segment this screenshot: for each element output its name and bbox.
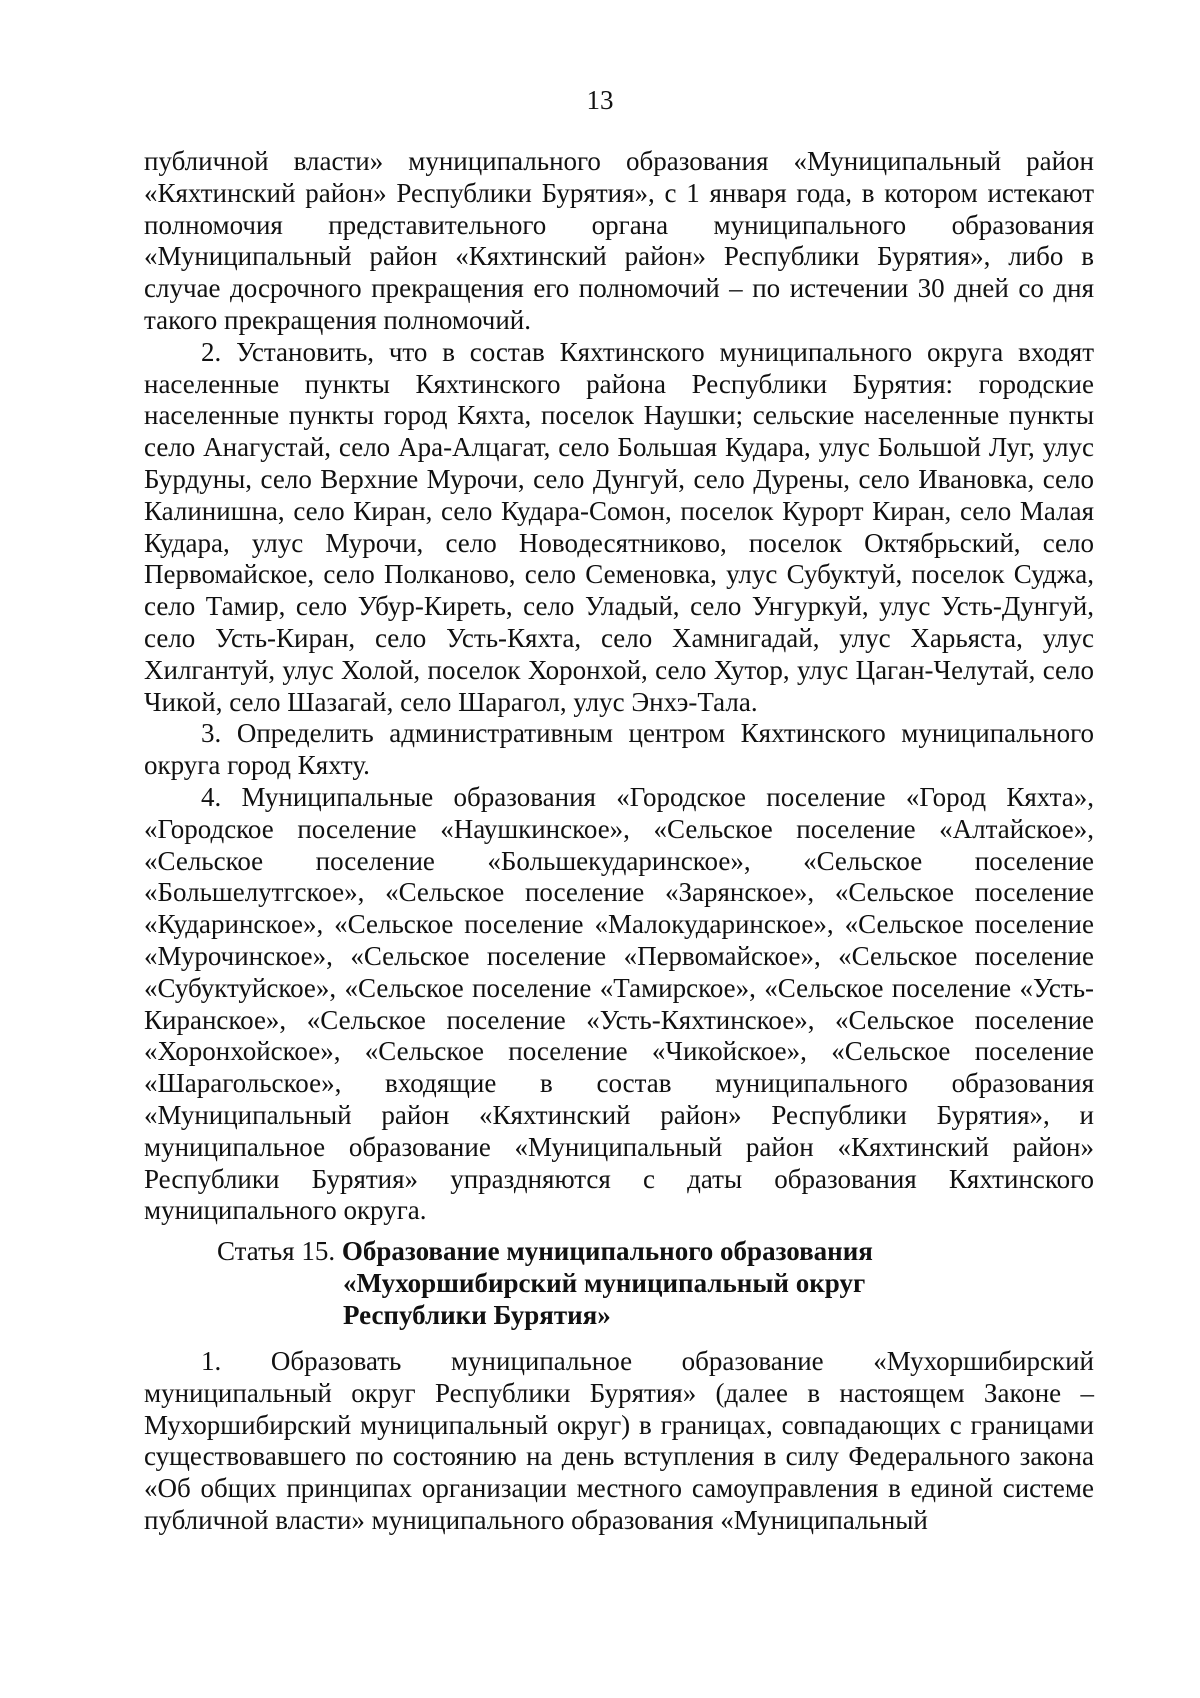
paragraph-item-3: 3. Определить административным центром Кяхтинского муниципального округа город Кяхту. bbox=[144, 718, 1094, 781]
paragraph-item-4: 4. Муниципальные образования «Городское поселение «Город Кяхта», «Городское поселение «Наушкинское», «Сельское поселение «Алтайское», «Сельское поселение «Большекударинское», «Сельское поселение «Большелутгское», «Сельское поселение «Зарянское», «Сельское поселение «Кударинское», «Сельское поселение «Малокударинское», «Сельское поселение «Мурочинское», «Сельское поселение «Первомайское», «Сельское поселение «Субуктуйское», «Сельское поселение «Тамирское», «Сельское поселение «Усть-Киранское», «Сельское поселение «Усть-Кяхтинское», «Сельское поселение «Хоронхойское», «Сельское поселение «Чикойское», «Сельское поселение «Шарагольское», входящие в состав муниципального образования «Муниципальный район «Кяхтинский район» Республики Бурятия», и муниципальное образование «Муниципальный район «Кяхтинский район» Республики Бурятия» упраздняются с даты образования Кяхтинского муниципального округа. bbox=[144, 781, 1094, 1226]
article-14-continuation bbox=[144, 146, 1094, 1227]
paragraph-item-1: 1. Образовать муниципальное образование «Мухоршибирский муниципальный округ Республики Бурятия» (далее в настоящем Законе – Мухоршибирский муниципальный округ) в границах, совпадающих с границами существовавшего по состоянию на день вступления в силу Федерального закона «Об общих принципах организации местного самоуправления в единой системе публичной власти» муниципального образования «Муниципальный bbox=[144, 1346, 1094, 1535]
article-title-line-2: «Мухоршибирский муниципальный округ bbox=[343, 1267, 866, 1298]
article-number: Статья 15. bbox=[217, 1236, 342, 1266]
paragraph-item-2: 2. Установить, что в состав Кяхтинского муниципального округа входят населенные пункты Кяхтинского района Республики Бурятия: городские населенные пункты город Кяхта, поселок Наушки; сельские населенные пункты село Анагустай, село Ара-Алцагат, село Большая Кудара, улус Большой Луг, улус Бурдуны, село Верхние Мурочи, село Дунгуй, село Дурены, село Ивановка, село Калинишна, село Киран, село Кудара-Сомон, поселок Курорт Киран, село Малая Кудара, улус Мурочи, село Новодесятниково, поселок Октябрьский, село Первомайское, село Полканово, село Семеновка, улус Субуктуй, поселок Суджа, село Тамир, село Убур-Киреть, село Уладый, село Унгуркуй, улус Усть-Дунгуй, село Усть-Киран, село Усть-Кяхта, село Хамнигадай, улус Харьяста, улус Хилгантуй, улус Холой, поселок Хоронхой, село Хутор, улус Цаган-Челутай, село Чикой, село Шазагай, село Шарагол, улус Энхэ-Тала. bbox=[144, 336, 1094, 717]
article-heading bbox=[217, 1236, 1077, 1331]
article-title-line-3: Республики Бурятия» bbox=[343, 1299, 611, 1330]
page-number: 13 bbox=[586, 85, 614, 115]
article-15-body bbox=[144, 1346, 1094, 1537]
article-title-line-1: Образование муниципального образования bbox=[341, 1236, 873, 1266]
paragraph-continuation: публичной власти» муниципального образования «Муниципальный район «Кяхтинский район» Республики Бурятия», с 1 января года, в котором истекают полномочия представительного органа муниципального образования «Муниципальный район «Кяхтинский район» Республики Бурятия», либо в случае досрочного прекращения его полномочий – по истечении 30 дней со дня такого прекращения полномочий. bbox=[144, 146, 1094, 335]
